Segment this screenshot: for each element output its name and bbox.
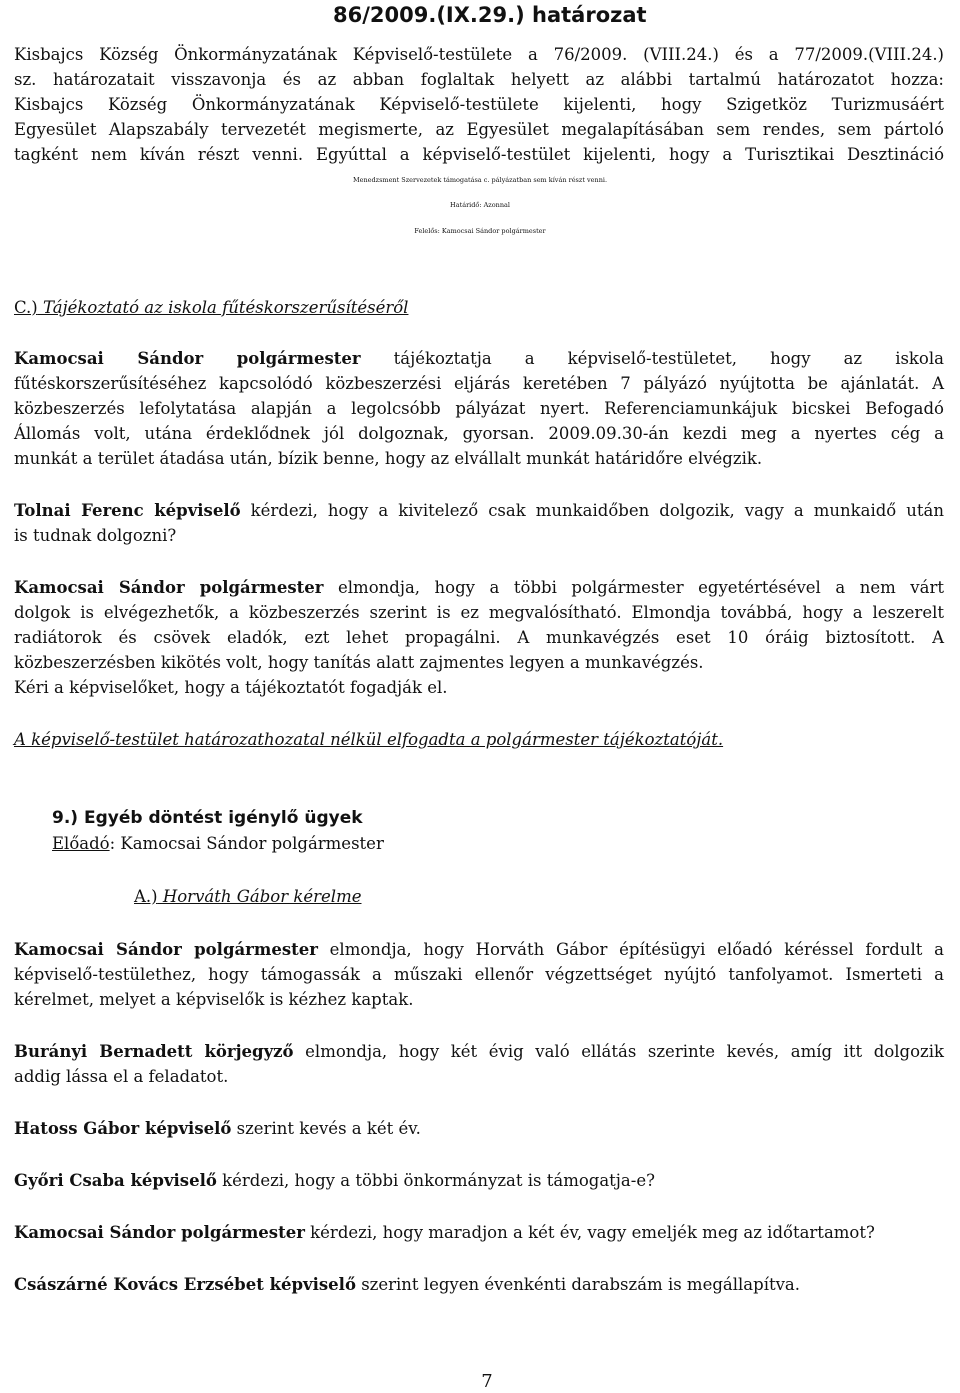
resolution-line-4: Egyesület Alapszabály tervezetét megismerte, az Egyesület megalapításában sem rendes, sem pártoló — [14, 120, 944, 139]
speech-text: elmondja, hogy a többi polgármester egyetértésével a nem várt — [323, 578, 944, 597]
speech-text: szerint kevés a két év. — [231, 1119, 421, 1138]
section-9a-q3 — [14, 1119, 421, 1139]
section-9-presenter — [52, 834, 384, 854]
section-c-p3-line-3: radiátorok és csövek eladók, ezt lehet propagálni. A munkavégzés eset 10 óráig biztosított. A — [14, 628, 944, 647]
speech-text: tájékoztatja a képviselő-testületet, hogy az iskola — [360, 349, 944, 368]
section-9a-q6 — [14, 1275, 800, 1295]
speaker-name: Kamocsai Sándor polgármester — [14, 349, 361, 368]
section-c-p1-line-1 — [14, 349, 944, 369]
section-c-conclusion: A képviselő-testület határozathozatal nélkül elfogadta a polgármester tájékoztatóját. — [14, 730, 724, 749]
speaker-name: Burányi Bernadett körjegyző — [14, 1042, 294, 1061]
section-c-p3-line-1 — [14, 578, 944, 598]
resolution-deadline: Határidő: Azonnal — [450, 201, 510, 209]
section-9a-title: Horváth Gábor kérelme — [157, 887, 362, 906]
section-9a-q1-line-1 — [14, 940, 944, 960]
presenter-label: Előadó — [52, 834, 110, 853]
section-c-p2-line-2: is tudnak dolgozni? — [14, 526, 177, 545]
section-9a-prefix: A.) — [134, 887, 158, 906]
resolution-responsible: Felelős: Kamocsai Sándor polgármester — [414, 227, 546, 235]
section-c-title: Tájékoztató az iskola fűtéskorszerűsítéséről — [37, 298, 409, 317]
section-9a-heading — [134, 887, 361, 907]
section-c-p3-line-5: Kéri a képviselőket, hogy a tájékoztatót fogadják el. — [14, 678, 448, 697]
section-9a-q5 — [14, 1223, 875, 1243]
speech-text: elmondja, hogy Horváth Gábor építésügyi előadó kéréssel fordult a — [317, 940, 944, 959]
section-c-p3-line-4: közbeszerzésben kikötés volt, hogy tanítás alatt zajmentes legyen a munkavégzés. — [14, 653, 704, 672]
section-c-heading — [14, 298, 408, 318]
speaker-name: Győri Csaba képviselő — [14, 1171, 217, 1190]
section-c-p1-line-2: fűtéskorszerűsítéséhez kapcsolódó közbeszerzési eljárás keretében 7 pályázó nyújtotta be ajánlatát. A — [14, 374, 944, 393]
speech-text: elmondja, hogy két évig való ellátás szerinte kevés, amíg itt dolgozik — [293, 1042, 945, 1061]
presenter-name: : Kamocsai Sándor polgármester — [109, 834, 384, 853]
speech-text: szerint legyen évenkénti darabszám is megállapítva. — [355, 1275, 801, 1294]
section-9a-q4 — [14, 1171, 655, 1191]
speech-text: kérdezi, hogy a többi önkormányzat is támogatja-e? — [216, 1171, 655, 1190]
speech-text: kérdezi, hogy maradjon a két év, vagy emeljék meg az időtartamot? — [304, 1223, 875, 1242]
speaker-name: Kamocsai Sándor polgármester — [14, 1223, 305, 1242]
speaker-name: Császárné Kovács Erzsébet képviselő — [14, 1275, 356, 1294]
section-c-p1-line-3: közbeszerzés lefolytatása alapján a legolcsóbb pályázat nyert. Referenciamunkájuk bicskei Befogadó — [14, 399, 944, 418]
section-c-p2-line-1 — [14, 501, 944, 521]
section-c-p1-line-5: munkát a terület átadása után, bízik benne, hogy az elvállalt munkát határidőre elvégzik. — [14, 449, 763, 468]
resolution-line-1: Kisbajcs Község Önkormányzatának Képviselő-testülete a 76/2009. (VIII.24.) és a 77/2009.(VIII.24.) — [14, 45, 944, 64]
resolution-line-6: Menedzsment Szervezetek támogatása c. pályázatban sem kíván részt venni. — [352, 176, 608, 184]
speaker-name: Tolnai Ferenc képviselő — [14, 501, 241, 520]
speech-text: kérdezi, hogy a kivitelező csak munkaidőben dolgozik, vagy a munkaidő után — [240, 501, 944, 520]
section-9a-q1-line-2: képviselő-testülethez, hogy támogassák a műszaki ellenőr végzettséget nyújtó tanfolyamot. Ismerteti a — [14, 965, 944, 984]
section-9a-q2-line-2: addig lássa el a feladatot. — [14, 1067, 229, 1086]
section-c-p3-line-2: dolgok is elvégezhetők, a közbeszerzés szerint is ez megvalósítható. Elmondja továbbá, hogy a leszerelt — [14, 603, 944, 622]
section-c-p1-line-4: Állomás volt, utána érdeklődnek jól dolgoznak, gyorsan. 2009.09.30-án kezdi meg a nyertes cég a — [14, 424, 944, 443]
resolution-title: 86/2009.(IX.29.) határozat — [333, 3, 647, 27]
resolution-line-2: sz. határozatait visszavonja és az abban foglaltak helyett az alábbi tartalmú határozatot hozza: — [14, 70, 944, 89]
section-9a-q2-line-1 — [14, 1042, 944, 1062]
section-c-prefix: C.) — [14, 298, 38, 317]
section-9-heading: 9.) Egyéb döntést igénylő ügyek — [52, 808, 363, 828]
page-number: 7 — [481, 1371, 493, 1392]
speaker-name: Kamocsai Sándor polgármester — [14, 940, 318, 959]
section-9a-q1-line-3: kérelmet, melyet a képviselők is kézhez kaptak. — [14, 990, 414, 1009]
resolution-line-3: Kisbajcs Község Önkormányzatának Képviselő-testülete kijelenti, hogy Szigetköz Turizmusáért — [14, 95, 944, 114]
speaker-name: Kamocsai Sándor polgármester — [14, 578, 324, 597]
resolution-line-5: tagként nem kíván részt venni. Egyúttal a képviselő-testület kijelenti, hogy a Turisztikai Desztináció — [14, 145, 944, 164]
speaker-name: Hatoss Gábor képviselő — [14, 1119, 232, 1138]
